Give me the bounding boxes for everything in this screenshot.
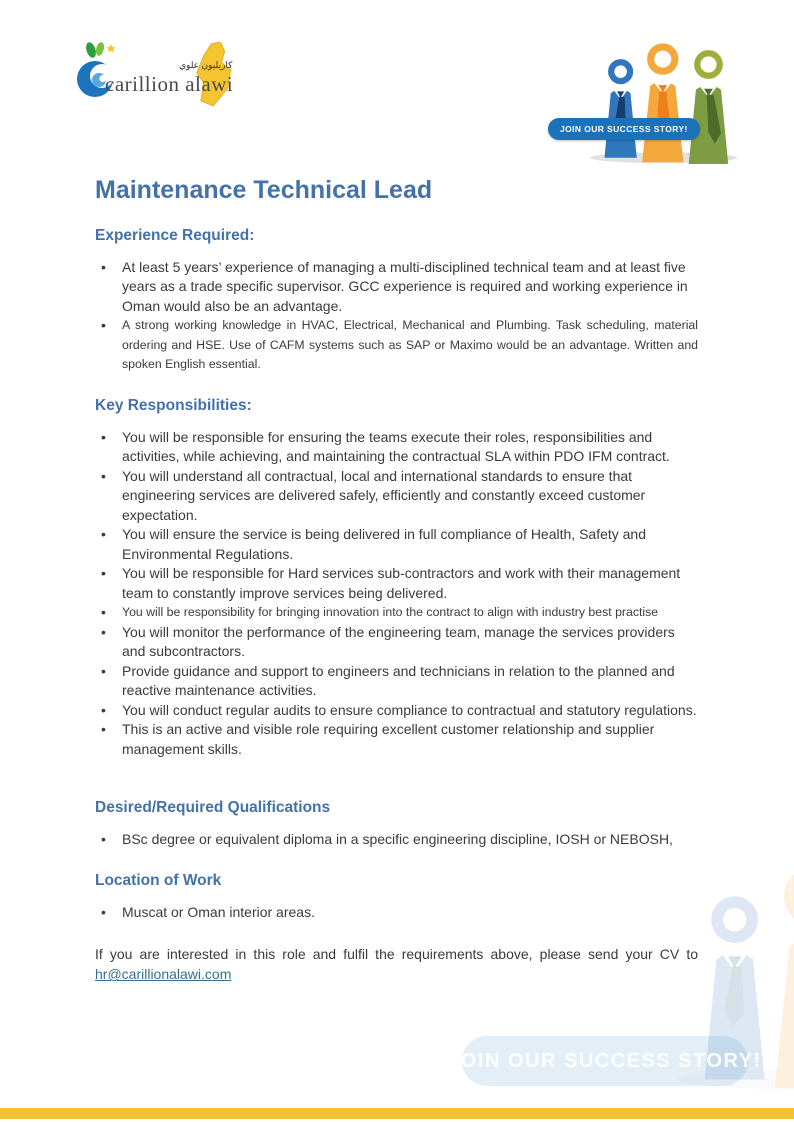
page-title: Maintenance Technical Lead [95, 176, 433, 204]
section-heading-location: Location of Work [95, 871, 222, 889]
section-location [95, 872, 698, 923]
closing-text: If you are interested in this role and fulfil the requirements above, please send your CV to [95, 946, 698, 963]
section-heading-key-responsibilities: Key Responsibilities: [95, 396, 252, 414]
bullet-item: • You will conduct regular audits to ensure compliance to contractual and statutory regulations. [95, 701, 698, 721]
bullet-list-qualifications [95, 830, 698, 850]
section-experience [95, 227, 698, 375]
bullet-item: • A strong working knowledge in HVAC, Electrical, Mechanical and Plumbing. Task scheduling, material ordering and HSE. Use of CAFM systems such as SAP or Maximo would be an advantage. Written and spoken English essential. [95, 316, 698, 375]
bullet-list-experience [95, 258, 698, 375]
success-story-banner: JOIN OUR SUCCESS STORY! [548, 118, 700, 140]
bullet-item: • Muscat or Oman interior areas. [95, 903, 698, 923]
brand-text: carillion alawi [105, 72, 234, 96]
section-key-responsibilities [95, 397, 698, 760]
success-story-watermark: JOIN OUR SUCCESS STORY! [462, 1036, 748, 1086]
section-heading-experience: Experience Required: [95, 226, 255, 244]
section-heading-qualifications: Desired/Required Qualifications [95, 799, 331, 817]
bullet-item: • You will monitor the performance of the engineering team, manage the services providers and subcontractors. [95, 623, 698, 662]
bullet-item: • You will ensure the service is being delivered in full compliance of Health, Safety and Environmental Regulations. [95, 525, 698, 564]
bullet-list-location [95, 903, 698, 923]
bullet-item: • You will be responsible for ensuring the teams execute their roles, responsibilities and activities, while achieving, and maintaining the contractual SLA within PDO IFM contract. [95, 428, 698, 467]
sections-container [95, 227, 698, 923]
bullet-item: • BSc degree or equivalent diploma in a specific engineering discipline, IOSH or NEBOSH, [95, 830, 698, 850]
bullet-item: • You will be responsibility for bringing innovation into the contract to align with industry best practise [95, 603, 698, 623]
brand-arabic-text: كاريليون علوي [179, 60, 233, 70]
bullet-item: • You will understand all contractual, local and international standards to ensure that engineering services are delivered safely, efficiently and constantly exceed customer expectation. [95, 467, 698, 526]
section-qualifications [95, 799, 698, 850]
bottom-accent-bar [0, 1108, 794, 1119]
bullet-item: • Provide guidance and support to engineers and technicians in relation to the planned and reactive maintenance activities. [95, 662, 698, 701]
bullet-list-key-responsibilities [95, 428, 698, 760]
bullet-item: • At least 5 years’ experience of managing a multi-disciplined technical team and at least five years as a trade specific supervisor. GCC experience is required and working experience in Oman would also be an advantage. [95, 258, 698, 317]
bullet-item: • This is an active and visible role requiring excellent customer relationship and supplier management skills. [95, 720, 698, 759]
bullet-item: • You will be responsible for Hard services sub-contractors and work with their management team to constantly improve services being delivered. [95, 564, 698, 603]
closing-paragraph [95, 944, 698, 984]
email-link[interactable]: hr@carillionalawi.com [95, 966, 232, 983]
